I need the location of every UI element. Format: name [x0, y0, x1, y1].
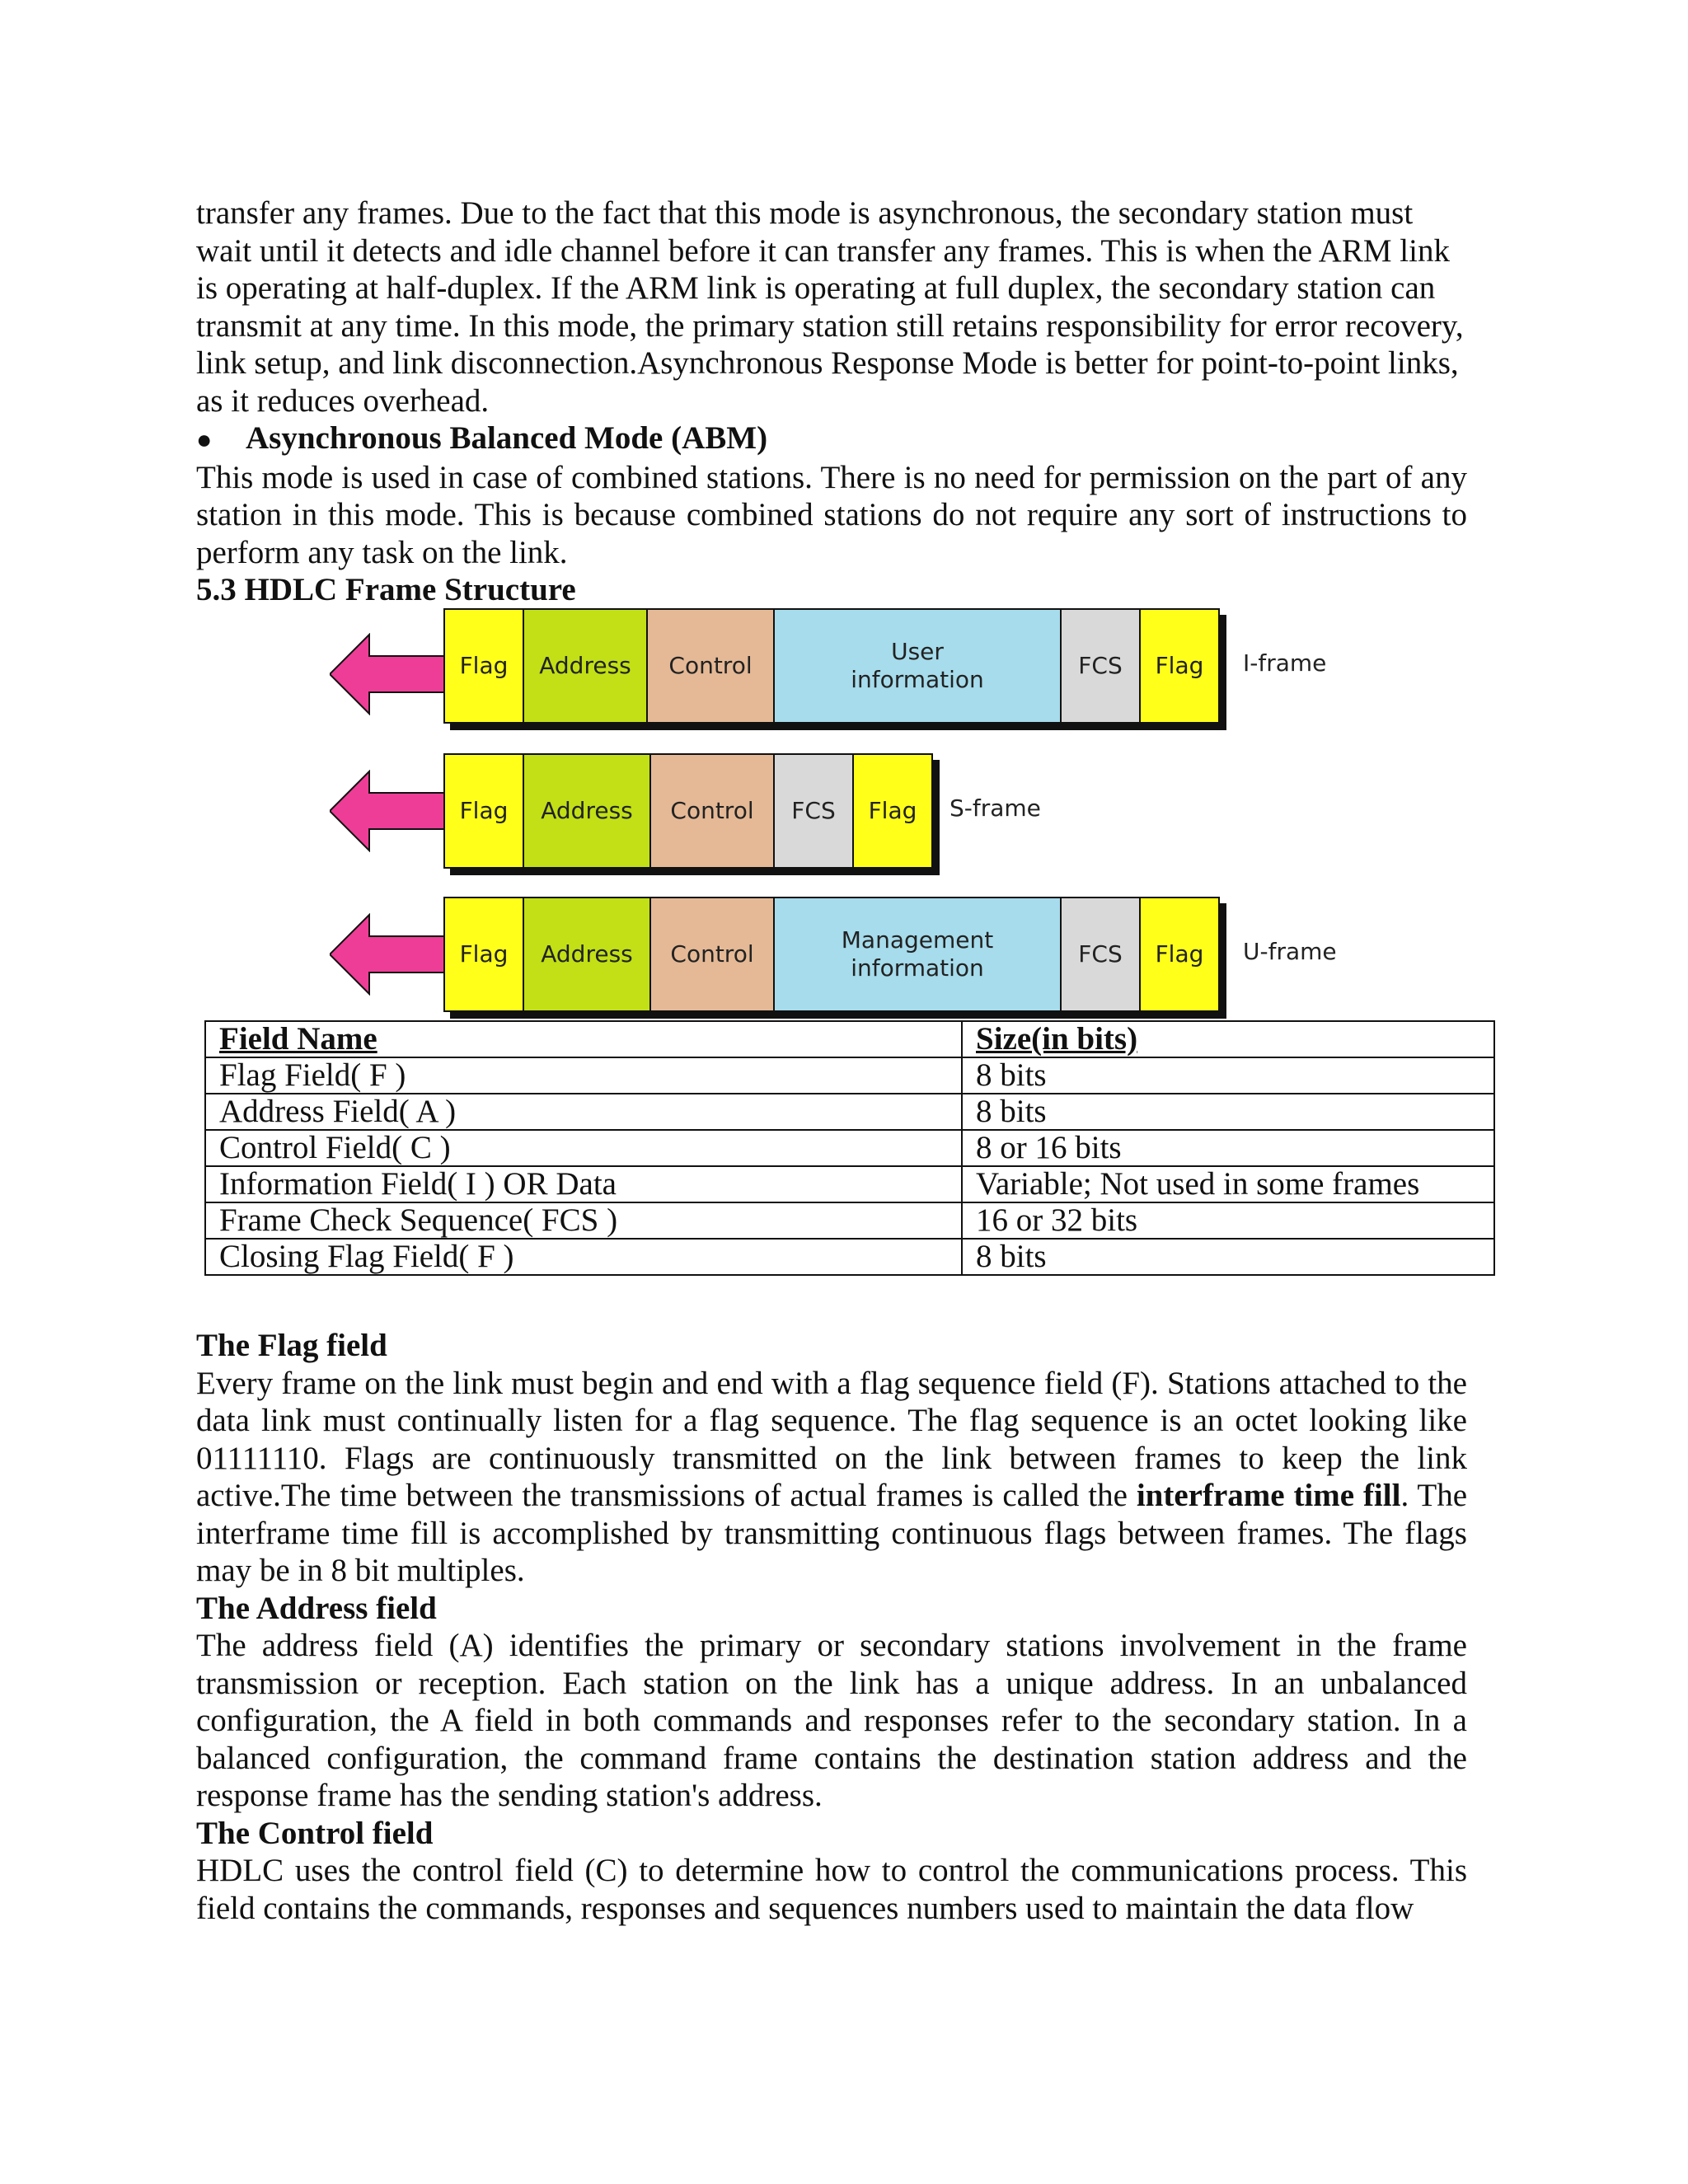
- abm-paragraph: This mode is used in case of combined stations. There is no need for permission on the part of any station in this mode. This is because combined stations do not require any sort of instructions to perform any task on the link.: [196, 459, 1467, 570]
- arrow-left-icon: [330, 913, 445, 996]
- s-frame: [443, 753, 933, 869]
- section-heading: 5.3 HDLC Frame Structure: [196, 572, 576, 607]
- document-body: [196, 194, 1467, 609]
- field-size-table: [204, 1020, 1495, 1276]
- uframe-control-cell: Control: [651, 898, 775, 1010]
- uframe-flag-end-cell: Flag: [1141, 898, 1218, 1010]
- table-header-row: [205, 1021, 1494, 1057]
- sframe-control-cell: Control: [651, 755, 775, 867]
- i-frame: [443, 608, 1220, 724]
- iframe-info-cell: User information: [775, 610, 1062, 722]
- arrow-left-icon: [330, 770, 445, 852]
- sframe-fcs-cell: FCS: [775, 755, 854, 867]
- abm-bullet-text: Asynchronous Balanced Mode (ABM): [246, 420, 768, 456]
- flag-text-part1: Every frame on the link must begin and end with a flag sequence field (F). Stations attached to the data link must continually listen for a flag sequence. The flag sequence is an octet looking like 01111110. Flags are continuously transmitted on the link between frames to keep the link active.The time between the transmissions of actual frames is called the: [196, 1365, 1467, 1513]
- iframe-flag-cell: Flag: [445, 610, 524, 722]
- sframe-label: S-frame: [950, 794, 1041, 822]
- bullet-dot-icon: ●: [196, 424, 213, 454]
- table-cell: Flag Field( F ): [205, 1057, 962, 1094]
- uframe-info-cell: Management information: [775, 898, 1062, 1010]
- uframe-address-cell: Address: [524, 898, 651, 1010]
- table-cell: Control Field( C ): [205, 1130, 962, 1166]
- table-cell: Closing Flag Field( F ): [205, 1239, 962, 1275]
- control-field-heading: The Control field: [196, 1815, 434, 1851]
- iframe-address-cell: Address: [524, 610, 648, 722]
- table-cell: 8 bits: [962, 1239, 1494, 1275]
- table-row: [205, 1094, 1494, 1130]
- iframe-label: I-frame: [1243, 649, 1327, 677]
- hdlc-frame-diagram: [330, 608, 1352, 1020]
- intro-paragraph: transfer any frames. Due to the fact that this mode is asynchronous, the secondary station must wait until it detects and idle channel before it can transfer any frames. This is when the ARM link is operating at half-duplex. If the ARM link is operating at full duplex, the secondary station can transmit at any time. In this mode, the primary station still retains responsibility for error recovery, link setup, and link disconnection.Asynchronous Response Mode is better for point-to-point links, as it reduces overhead.: [196, 195, 1464, 419]
- table-cell: Variable; Not used in some frames: [962, 1166, 1494, 1202]
- u-frame: [443, 897, 1220, 1012]
- address-field-heading: The Address field: [196, 1590, 437, 1626]
- table-cell: Address Field( A ): [205, 1094, 962, 1130]
- interframe-time-fill-term: interframe time fill: [1136, 1478, 1401, 1513]
- iframe-fcs-cell: FCS: [1062, 610, 1141, 722]
- arrow-left-icon: [330, 633, 445, 715]
- address-field-paragraph: The address field (A) identifies the primary or secondary stations involvement in the frame transmission or reception. Each station on the link has a unique address. In an unbalanced configuration, the A field in both commands and responses refer to the secondary station. In a balanced configuration, the command frame contains the destination station address and the response frame has the sending station's address.: [196, 1628, 1467, 1813]
- table-header-size: Size(in bits): [962, 1021, 1494, 1057]
- iframe-flag-end-cell: Flag: [1141, 610, 1218, 722]
- sframe-flag-end-cell: Flag: [854, 755, 931, 867]
- control-field-paragraph: HDLC uses the control field (C) to determine how to control the communications process. This field contains the commands, responses and sequences numbers used to maintain the data flow: [196, 1853, 1467, 1926]
- table-cell: Information Field( I ) OR Data: [205, 1166, 962, 1202]
- table-cell: 16 or 32 bits: [962, 1202, 1494, 1239]
- sframe-address-cell: Address: [524, 755, 651, 867]
- flag-text-part2: . The interframe time fill is accomplished by transmitting continuous flags between frames. The flags may be in 8 bit multiples.: [196, 1478, 1468, 1588]
- table-cell: 8 or 16 bits: [962, 1130, 1494, 1166]
- table-row: [205, 1239, 1494, 1275]
- table-cell: Frame Check Sequence( FCS ): [205, 1202, 962, 1239]
- table-cell: 8 bits: [962, 1057, 1494, 1094]
- lower-section: [196, 1327, 1467, 1927]
- uframe-label: U-frame: [1243, 938, 1337, 965]
- flag-field-paragraph: [196, 1365, 1467, 1590]
- table-row: [205, 1202, 1494, 1239]
- uframe-fcs-cell: FCS: [1062, 898, 1141, 1010]
- flag-field-heading: The Flag field: [196, 1328, 387, 1363]
- iframe-control-cell: Control: [648, 610, 775, 722]
- table-row: [205, 1130, 1494, 1166]
- table-row: [205, 1057, 1494, 1094]
- sframe-flag-cell: Flag: [445, 755, 524, 867]
- uframe-flag-cell: Flag: [445, 898, 524, 1010]
- abm-bullet: [196, 419, 1467, 459]
- table-header-field-name: Field Name: [205, 1021, 962, 1057]
- table-cell: 8 bits: [962, 1094, 1494, 1130]
- table-row: [205, 1166, 1494, 1202]
